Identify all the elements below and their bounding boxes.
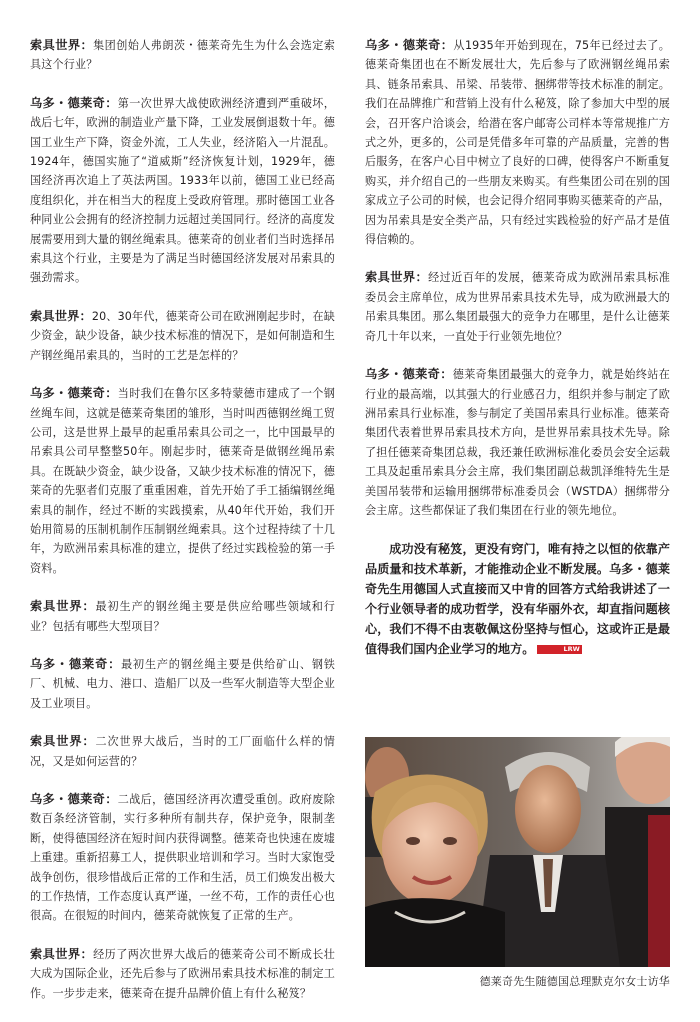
qa-block bbox=[365, 36, 670, 249]
qa-text: 第一次世界大战使欧洲经济遭到严重破坏，战后七年，欧洲的制造业产量下降，工业发展倒退数十年。德国工业生产下降，资金外流，工人失业，经济陷入一片混乱。1924年，德国实施了“道威斯”经济恢复计划，1929年，德国经济再次追上了英法两国。1933年以前，德国工业已经高度组织化，并在相当大的程度上受政府管理。那时德国工业各种同业公会拥有的经济控制力远超过美国同行。经济的高度发展需要用到大量的钢丝绳索具。德莱奇的创业者们当时选择吊索具这个行业，主要是为了满足当时德国经济发展对吊索具的强劲需求。 bbox=[30, 96, 335, 285]
right-column bbox=[365, 36, 670, 659]
news-photo bbox=[365, 737, 670, 967]
qa-block bbox=[30, 597, 335, 636]
qa-text: 二次世界大战后，当时的工厂面临什么样的情况，又是如何运营的？ bbox=[30, 735, 335, 768]
qa-block bbox=[30, 94, 335, 288]
closing-text: 成功没有秘笈，更没有窍门，唯有持之以恒的依靠产品质量和技术革新，才能推动企业不断发展。乌多・德莱奇先生用德国人式直接而又中肯的回答方式给我讲述了一个行业领导者的成功哲学，没有华丽外衣，却直指问题核心，我们不得不由衷敬佩这份坚持与恒心，这或许正是最值得我们国内企业学习的地方。 bbox=[365, 542, 670, 657]
qa-text: 经过近百年的发展，德莱奇成为欧洲吊索具标准委员会主席单位，成为世界吊索具技术先导，成为欧洲最大的吊索具集团。那么集团最强大的竞争力在哪里，是什么让德莱奇几十年以来，一直处于行业领先地位？ bbox=[365, 271, 670, 343]
speaker-label: 索具世界： bbox=[30, 308, 92, 323]
photo-illustration bbox=[365, 737, 670, 967]
qa-block bbox=[30, 307, 335, 365]
qa-text: 从1935年开始到现在，75年已经过去了。德莱奇集团也在不断发展壮大，先后参与了欧洲钢丝绳吊索具、链条吊索具、吊梁、吊装带、捆绑带等技术标准的制定。我们在品牌推广和营销上没有什么秘笈，除了参加大中型的展会，召开客户洽谈会，给潜在客户邮寄公司样本等常规推广方式之外，更多的，公司是凭借多年可靠的产品质量，完善的售后服务，在客户心目中树立了良好的口碑，使得客户不断重复购买，并介绍自己的一些朋友来购买。有些集团公司在别的国家成立子公司的时候，也会记得介绍同事购买德莱奇的产品，因为吊索具是安全类产品，只有经过实践检验的好产品才是值得信赖的。 bbox=[365, 39, 670, 247]
left-column bbox=[30, 36, 335, 1022]
qa-block bbox=[30, 655, 335, 713]
end-mark-logo: LRW bbox=[537, 645, 582, 654]
photo-caption: 德莱奇先生随德国总理默克尔女士访华 bbox=[479, 975, 670, 988]
qa-text: 20、30年代，德莱奇公司在欧洲刚起步时，在缺少资金，缺少设备，缺少技术标准的情况下，是如何制造和生产钢丝绳吊索具的，当时的工艺是怎样的？ bbox=[30, 309, 336, 362]
qa-text: 当时我们在鲁尔区多特蒙德市建成了一个钢丝绳车间，这就是德莱奇集团的雏形，当时叫西德钢丝绳工贸公司，这是世界上最早的起重吊索具公司之一，比中国最早的吊索具公司早整整50年。刚起步时，德莱奇是做钢丝绳吊索具。在既缺少资金，缺少设备，又缺少技术标准的情况下，德莱奇的先驱者们克服了重重困难，首先开始了手工插编钢丝绳索具的制作，经过不断的实践摸索，从40年代开始，我们开始用简易的压制机制作压制钢丝绳索具。这个过程持续了十几年，为欧洲吊索具标准的建立，提供了经过实践检验的第一手资料。 bbox=[30, 387, 335, 575]
qa-text: 集团创始人弗朗茨・德莱奇先生为什么会选定索具这个行业？ bbox=[30, 39, 335, 72]
speaker-label: 乌多・德莱奇： bbox=[30, 386, 118, 401]
speaker-label: 乌多・德莱奇： bbox=[30, 95, 118, 110]
speaker-label: 索具世界： bbox=[30, 946, 94, 961]
qa-block bbox=[30, 36, 335, 75]
speaker-label: 索具世界： bbox=[365, 270, 429, 285]
speaker-label: 乌多・德莱奇： bbox=[30, 792, 118, 806]
closing-paragraph bbox=[365, 539, 670, 659]
speaker-label: 索具世界： bbox=[30, 38, 94, 52]
qa-block bbox=[30, 384, 335, 578]
qa-text: 经历了两次世界大战后的德莱奇公司不断成长壮大成为国际企业，还先后参与了欧洲吊索具技术标准的制定工作。一步步走来，德莱奇在提升品牌价值上有什么秘笈？ bbox=[30, 947, 335, 1000]
qa-block bbox=[30, 790, 335, 926]
speaker-label: 乌多・德莱奇： bbox=[30, 656, 122, 671]
qa-block bbox=[365, 365, 670, 520]
speaker-label: 乌多・德莱奇： bbox=[365, 367, 453, 382]
qa-block bbox=[30, 732, 335, 771]
qa-text: 最初生产的钢丝绳主要是供应给哪些领域和行业？包括有哪些大型项目？ bbox=[30, 600, 335, 633]
speaker-label: 乌多・德莱奇： bbox=[365, 38, 454, 52]
qa-block bbox=[365, 268, 670, 346]
qa-block bbox=[30, 945, 335, 1003]
speaker-label: 索具世界： bbox=[30, 734, 96, 749]
qa-text: 德莱奇集团最强大的竞争力，就是始终站在行业的最高端，以其强大的行业感召力，组织并参与制定了欧洲吊索具行业标准，参与制定了美国吊索具行业标准。德莱奇集团代表着世界吊索具技术方向，是世界吊索具技术先导。除了担任德莱奇集团总裁，我还兼任欧洲标准化委员会安全运载工具及起重吊索具分会主席，我们集团副总裁凯泽维特先生是美国吊装带和运输用捆绑带标准委员会（WSTDA）捆绑带分会主席。这些都保证了我们集团在行业的领先地位。 bbox=[365, 368, 670, 517]
qa-text: 二战后，德国经济再次遭受重创。政府废除数百条经济管制，实行多种所有制共存，保护竞争，限制垄断，使得德国经济在短时间内获得调整。德莱奇也快速在废墟上重建。重新招募工人，提供职业培训和学习。当时大家饱受战争创伤，很珍惜战后正常的工作和生活，员工们焕发出极大的工作热情，工作态度认真严谨，一丝不苟，工作的责任心也很高。在很短的时间内，德莱奇就恢复了正常的生产。 bbox=[30, 793, 335, 923]
qa-text: 最初生产的钢丝绳主要是供给矿山、钢铁厂、机械、电力、港口、造船厂以及一些军火制造等大型企业及工业项目。 bbox=[30, 657, 335, 710]
speaker-label: 索具世界： bbox=[30, 599, 96, 614]
